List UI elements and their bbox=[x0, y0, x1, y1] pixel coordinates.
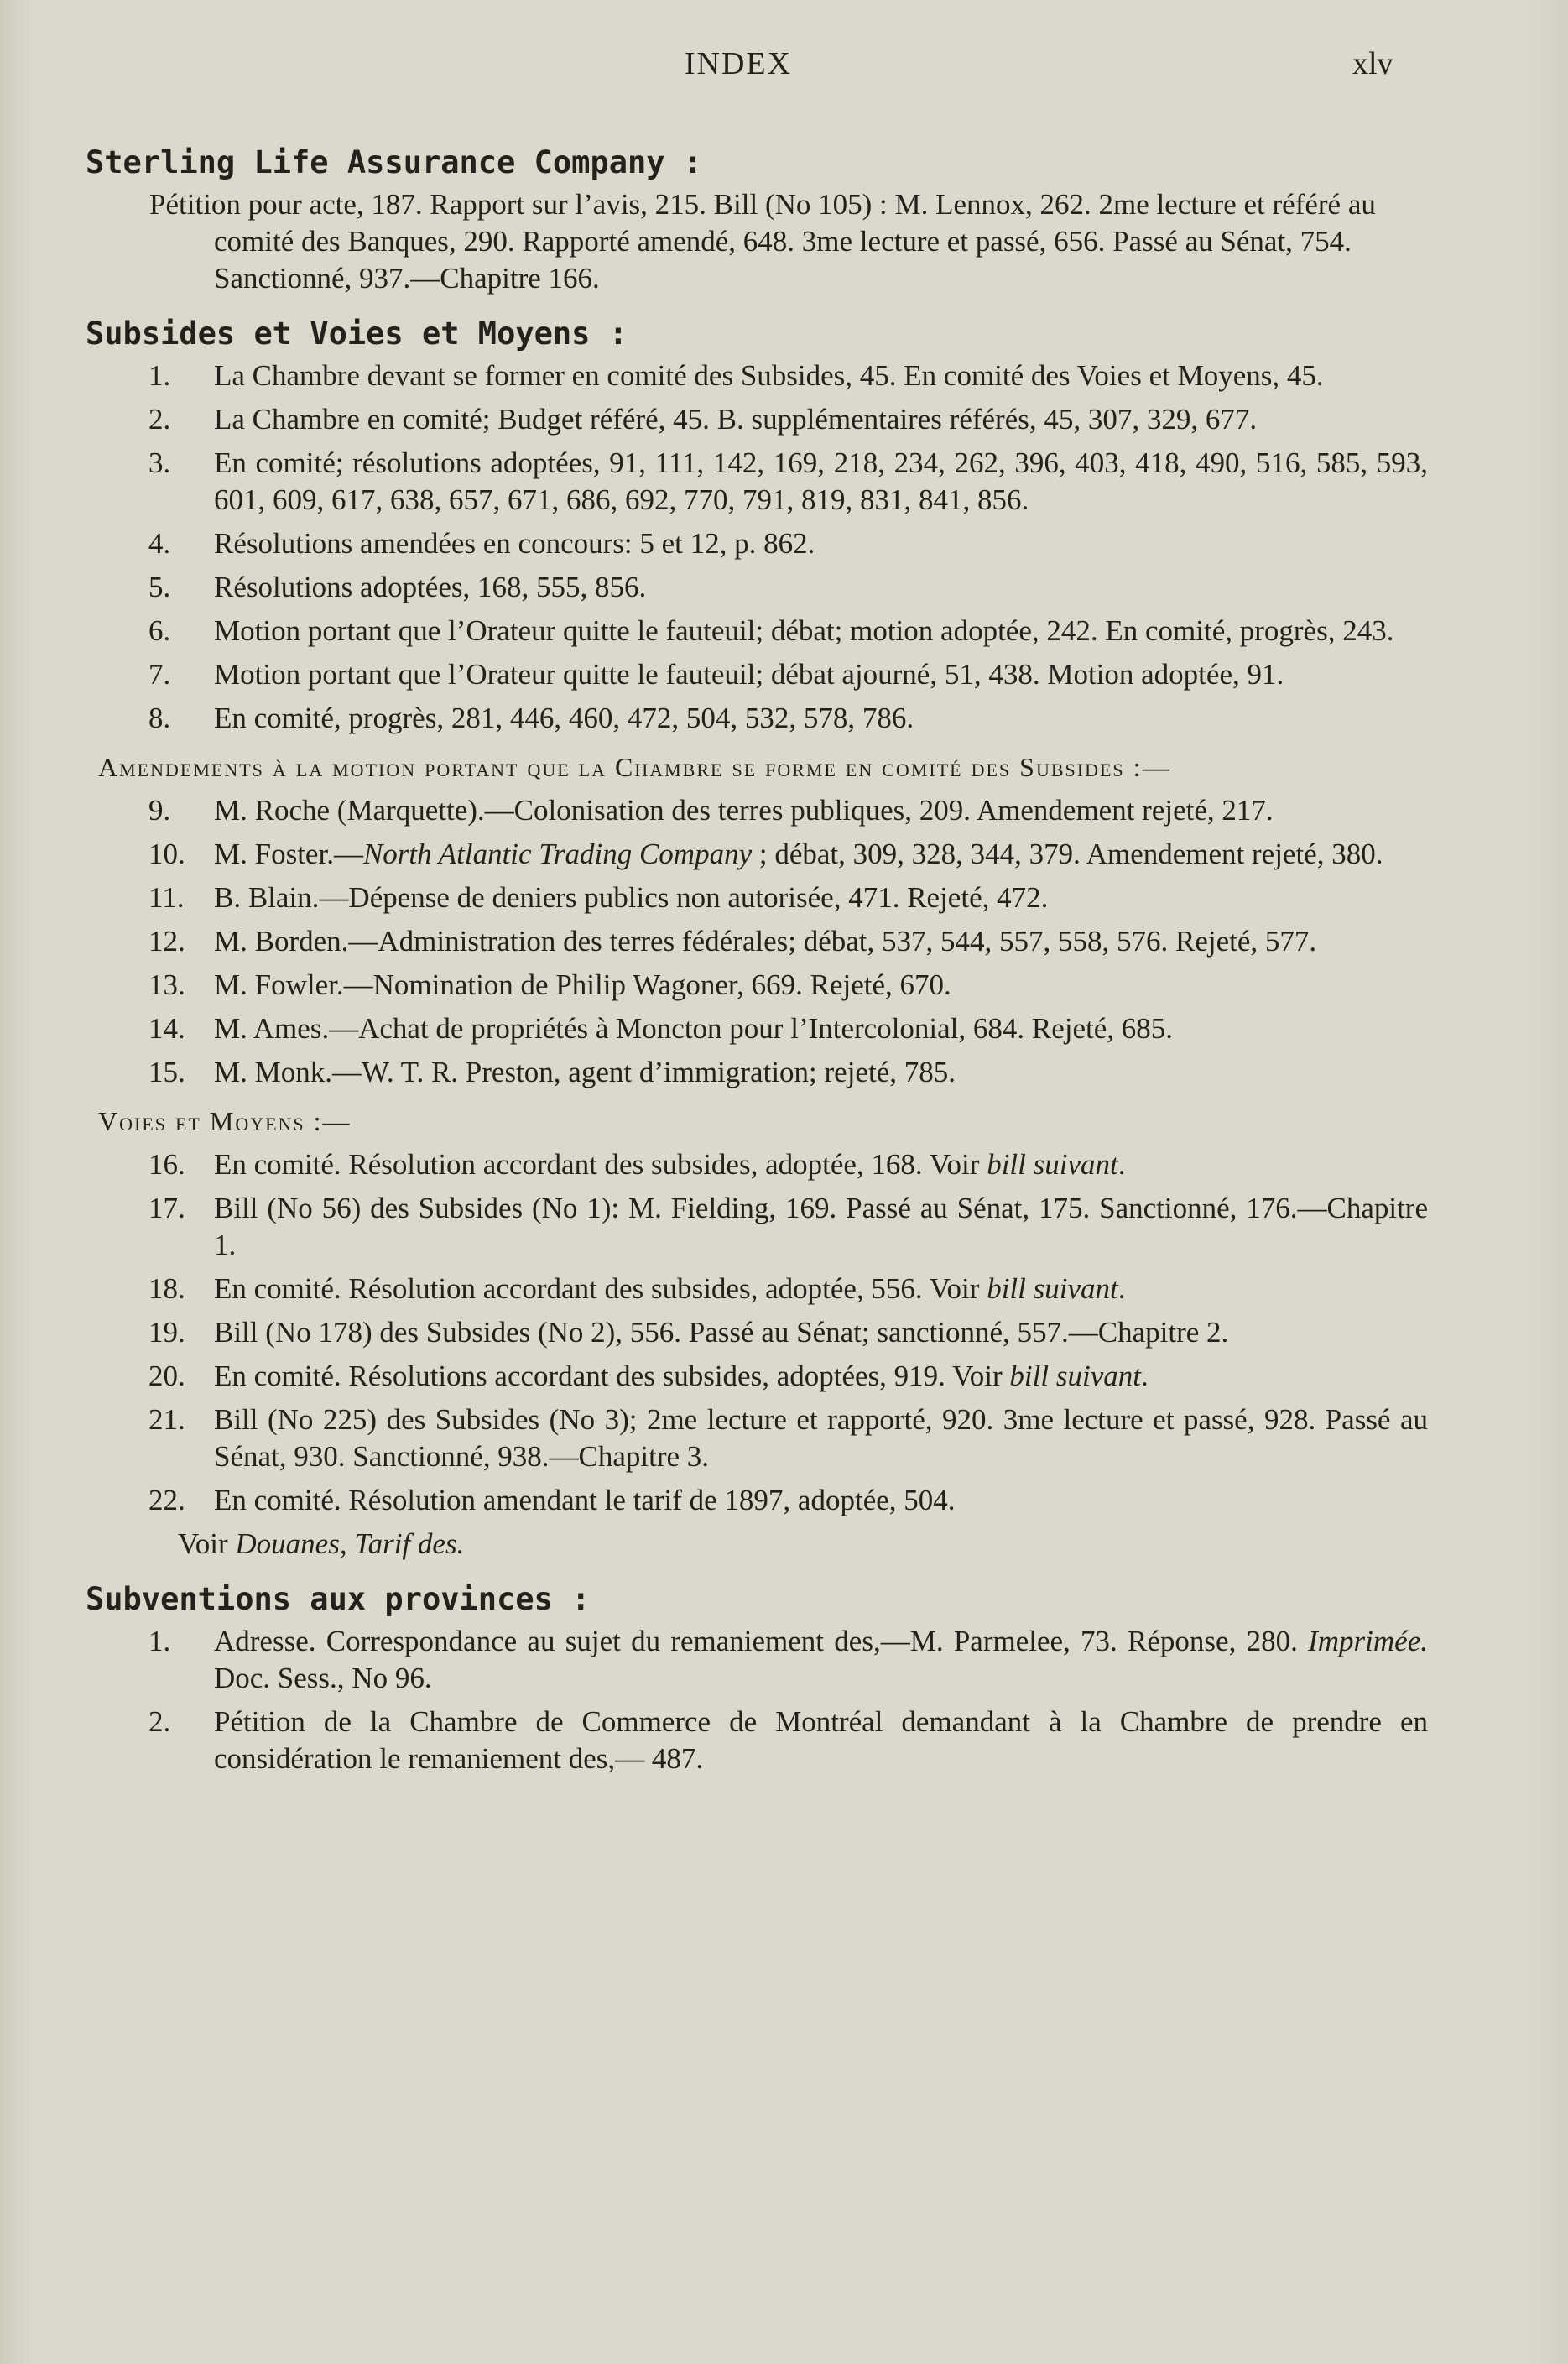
item-number: 2. bbox=[148, 403, 171, 436]
item-text: Bill (No 56) des Subsides (No 1): M. Fielding, 169. Passé au Sénat, 175. Sanctionné, 176.—Chapitre 1. bbox=[214, 1192, 1428, 1261]
list-item bbox=[86, 569, 1428, 606]
item-text: M. Roche (Marquette).—Colonisation des terres publiques, 209. Amendement rejeté, 217. bbox=[214, 794, 1274, 827]
item-text: Adresse. Correspondance au sujet du remaniement des,—M. Parmelee, 73. Réponse, 280. bbox=[214, 1625, 1309, 1657]
entry-heading: Subsides et Voies et Moyens : bbox=[86, 316, 628, 352]
item-text-tail: ; débat, 309, 328, 344, 379. Amendement rejeté, 380. bbox=[752, 838, 1383, 870]
voies-moyens-subheading: Voies et Moyens :— bbox=[98, 1106, 352, 1136]
item-text: En comité, progrès, 281, 446, 460, 472, 504, 532, 578, 786. bbox=[214, 702, 914, 734]
item-number: 1. bbox=[148, 1625, 171, 1657]
running-title: INDEX bbox=[684, 46, 793, 81]
list-item bbox=[86, 923, 1428, 960]
item-text: Motion portant que l’Orateur quitte le fauteuil; débat ajourné, 51, 438. Motion adoptée, 91. bbox=[214, 658, 1284, 691]
item-number: 6. bbox=[148, 614, 171, 647]
list-item bbox=[86, 1314, 1428, 1351]
item-text: La Chambre en comité; Budget référé, 45. B. supplémentaires référés, 45, 307, 329, 677. bbox=[214, 403, 1258, 436]
list-item bbox=[86, 879, 1428, 916]
index-entry-subsides bbox=[86, 312, 1428, 1563]
item-italic-text: North Atlantic Trading Company bbox=[362, 838, 753, 870]
list-item bbox=[86, 656, 1428, 693]
item-text-tail: . bbox=[1140, 1359, 1149, 1392]
item-number: 14. bbox=[148, 1012, 185, 1045]
item-text: M. Monk.—W. T. R. Preston, agent d’immigration; rejeté, 785. bbox=[214, 1056, 956, 1088]
item-text: En comité; résolutions adoptées, 91, 111, 142, 169, 218, 234, 262, 396, 403, 418, 490, 516, 585, 593, 601, 609, 617, 638, 657, 671, 686, 692, 770, 791, 819, 831, 841, 856. bbox=[214, 446, 1428, 516]
list-item bbox=[86, 792, 1428, 829]
item-text: M. Borden.—Administration des terres fédérales; débat, 537, 544, 557, 558, 576. Rejeté, 577. bbox=[214, 925, 1317, 958]
item-number: 2. bbox=[148, 1705, 171, 1738]
page-header bbox=[0, 45, 1568, 96]
item-text: B. Blain.—Dépense de deniers publics non autorisée, 471. Rejeté, 472. bbox=[214, 881, 1049, 914]
item-text: En comité. Résolution accordant des subsides, adoptée, 556. Voir bbox=[214, 1272, 987, 1305]
list-item bbox=[86, 1146, 1428, 1183]
item-number: 10. bbox=[148, 838, 185, 870]
entry-heading: Sterling Life Assurance Company : bbox=[86, 144, 703, 180]
item-number: 13. bbox=[148, 968, 185, 1001]
voies-moyens-list bbox=[86, 1146, 1428, 1519]
subsides-list bbox=[86, 357, 1428, 737]
item-text: M. Fowler.—Nomination de Philip Wagoner, 669. Rejeté, 670. bbox=[214, 968, 951, 1001]
item-text: Bill (No 225) des Subsides (No 3); 2me lecture et rapporté, 920. 3me lecture et passé, 928. Passé au Sénat, 930. Sanctionné, 938.—Chapitre 3. bbox=[214, 1403, 1428, 1473]
item-number: 7. bbox=[148, 658, 171, 691]
item-italic-text: bill suivant bbox=[1009, 1359, 1141, 1392]
item-number: 1. bbox=[148, 359, 171, 392]
item-text: En comité. Résolution amendant le tarif de 1897, adoptée, 504. bbox=[214, 1484, 956, 1516]
item-text: La Chambre devant se former en comité des Subsides, 45. En comité des Voies et Moyens, 45. bbox=[214, 359, 1324, 392]
list-item bbox=[86, 1401, 1428, 1475]
item-text: En comité. Résolutions accordant des subsides, adoptées, 919. Voir bbox=[214, 1359, 1010, 1392]
item-number: 9. bbox=[148, 794, 171, 827]
item-italic-text: Imprimée. bbox=[1308, 1625, 1428, 1657]
list-item bbox=[86, 1010, 1428, 1047]
entry-text: Pétition pour acte, 187. Rapport sur l’avis, 215. Bill (No 105) : M. Lennox, 262. 2me lecture et référé au comité des Banques, 290. Rapporté amendé, 648. 3me lecture et passé, 656. Passé au Sénat, 754. Sanctionné, 937.—Chapitre 166. bbox=[149, 188, 1376, 295]
item-number: 12. bbox=[148, 925, 185, 958]
item-text-tail: . bbox=[1117, 1272, 1126, 1305]
item-text: Pétition de la Chambre de Commerce de Montréal demandant à la Chambre de prendre en considération le remaniement des,— 487. bbox=[214, 1705, 1428, 1775]
item-number: 20. bbox=[148, 1359, 185, 1392]
item-text: Résolutions amendées en concours: 5 et 12, p. 862. bbox=[214, 527, 815, 560]
voir-prefix: Voir bbox=[178, 1527, 236, 1560]
item-text: Résolutions adoptées, 168, 555, 856. bbox=[214, 571, 647, 603]
item-number: 19. bbox=[148, 1316, 185, 1349]
item-text: M. Foster.— bbox=[214, 838, 363, 870]
item-number: 21. bbox=[148, 1403, 185, 1436]
list-item bbox=[86, 1623, 1428, 1697]
list-item bbox=[86, 1271, 1428, 1307]
item-text: Motion portant que l’Orateur quitte le fauteuil; débat; motion adoptée, 242. En comité, progrès, 243. bbox=[214, 614, 1394, 647]
item-number: 18. bbox=[148, 1272, 185, 1305]
list-item bbox=[86, 613, 1428, 650]
index-content bbox=[86, 141, 1428, 1793]
item-text-tail: . bbox=[1117, 1148, 1126, 1181]
list-item bbox=[86, 525, 1428, 562]
item-italic-text: bill suivant bbox=[987, 1148, 1118, 1181]
list-item bbox=[86, 700, 1428, 737]
item-text: En comité. Résolution accordant des subsides, adoptée, 168. Voir bbox=[214, 1148, 987, 1181]
amendements-subheading: Amendements à la motion portant que la Chambre se forme en comité des Subsides :— bbox=[98, 752, 1171, 782]
list-item bbox=[86, 445, 1428, 519]
item-number: 11. bbox=[148, 881, 185, 914]
list-item bbox=[86, 401, 1428, 438]
list-item bbox=[86, 1054, 1428, 1091]
amendements-list bbox=[86, 792, 1428, 1091]
list-item bbox=[86, 1358, 1428, 1395]
list-item bbox=[86, 1190, 1428, 1264]
item-number: 17. bbox=[148, 1192, 185, 1224]
item-text-tail: Doc. Sess., No 96. bbox=[214, 1662, 432, 1694]
item-number: 3. bbox=[148, 446, 171, 479]
subventions-list bbox=[86, 1623, 1428, 1777]
index-entry-sterling bbox=[86, 141, 1428, 297]
cross-reference bbox=[86, 1526, 1428, 1563]
index-entry-subventions bbox=[86, 1578, 1428, 1777]
item-italic-text: bill suivant bbox=[987, 1272, 1118, 1305]
item-number: 4. bbox=[148, 527, 171, 560]
list-item bbox=[86, 357, 1428, 394]
entry-heading: Subventions aux provinces : bbox=[86, 1581, 591, 1617]
page-number: xlv bbox=[1352, 46, 1393, 81]
list-item bbox=[86, 1704, 1428, 1777]
item-text: Bill (No 178) des Subsides (No 2), 556. Passé au Sénat; sanctionné, 557.—Chapitre 2. bbox=[214, 1316, 1229, 1349]
item-text: M. Ames.—Achat de propriétés à Moncton pour l’Intercolonial, 684. Rejeté, 685. bbox=[214, 1012, 1174, 1045]
item-number: 22. bbox=[148, 1484, 185, 1516]
item-number: 5. bbox=[148, 571, 171, 603]
item-number: 15. bbox=[148, 1056, 185, 1088]
item-number: 16. bbox=[148, 1148, 185, 1181]
voir-target: Douanes, Tarif des. bbox=[235, 1527, 465, 1560]
item-number: 8. bbox=[148, 702, 171, 734]
list-item bbox=[86, 836, 1428, 873]
list-item bbox=[86, 967, 1428, 1004]
list-item bbox=[86, 1482, 1428, 1519]
